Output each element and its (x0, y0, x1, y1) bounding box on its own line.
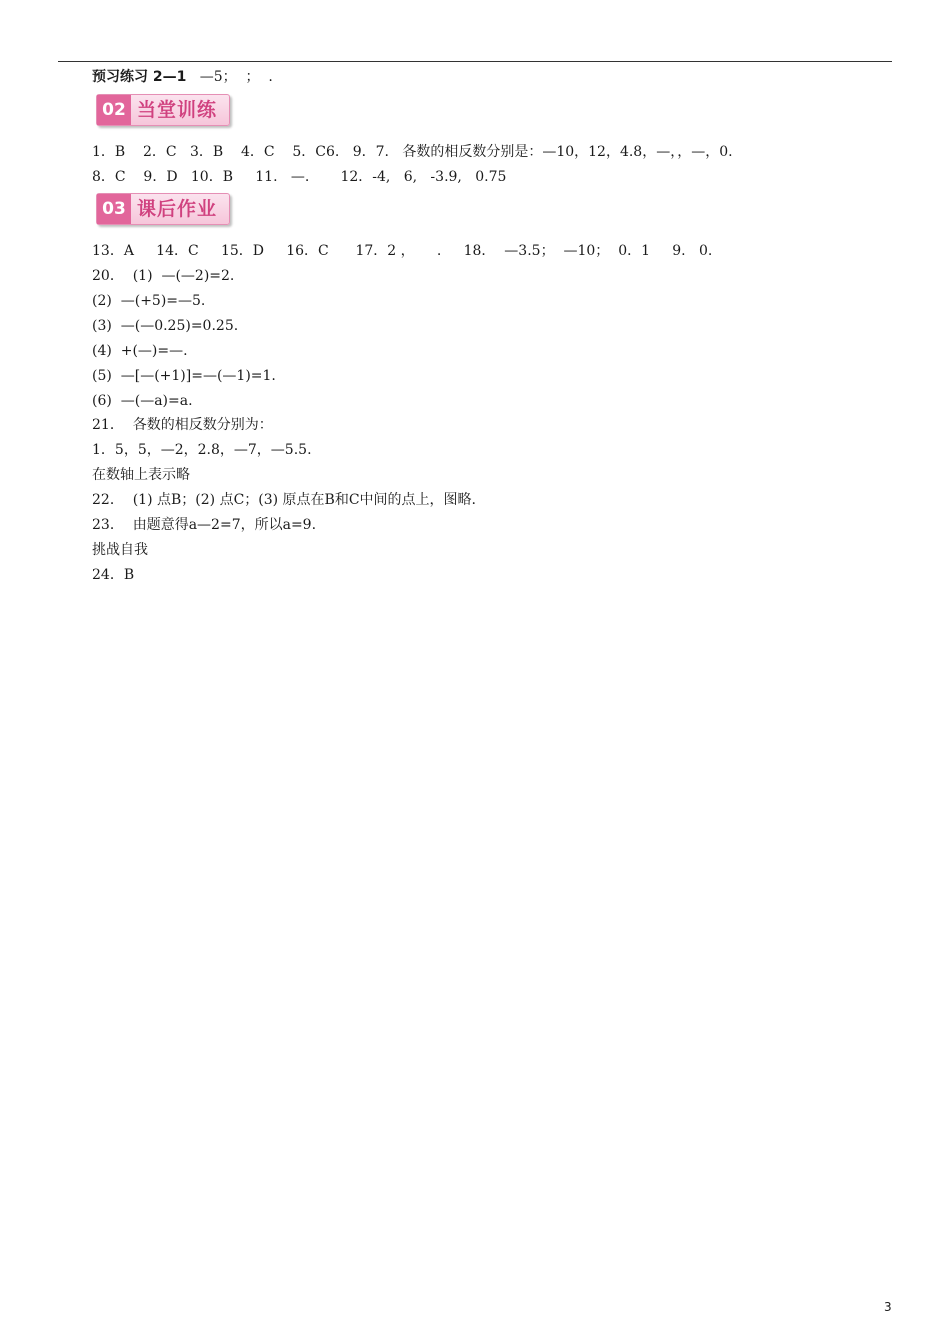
banner-title: 当堂训练 (137, 99, 218, 121)
answer-line: 13．A 14．C 15．D 16．C 17．2 ， . 18． —3.5； —10； 0．1 9. 0. (92, 243, 713, 259)
answer-line: 21． 各数的相反数分别为： (92, 417, 273, 433)
answer-line: 1．B 2．C 3．B 4．C 5．C6. 9．7. 各数的相反数分别是：—10，12，4.8，—，，—，0. (92, 144, 733, 160)
answer-line: 20． (1) —(—2)=2. (92, 268, 235, 284)
answer-line: (5) —[—(+1)]=—(—1)=1. (92, 368, 276, 384)
answer-line: (6) —(—a)=a. (92, 393, 193, 409)
answer-line: 在数轴上表示略 (92, 467, 190, 483)
answer-line: 1．5，5，—2，2.8，—7，—5.5. (92, 442, 312, 458)
answer-line: (3) —(—0.25)=0.25. (92, 318, 239, 334)
answer-line: (4) +(—)=—. (92, 343, 188, 359)
answer-line: 24．B (92, 567, 135, 583)
answer-line: 22． (1) 点B；(2) 点C；(3) 原点在B和C中间的点上，图略. (92, 492, 477, 508)
answer-line: (2) —(+5)=—5. (92, 293, 206, 309)
section-heading-challenge: 挑战自我 (92, 542, 148, 558)
preview-label: 预习练习 2—1 (92, 69, 187, 85)
answer-line: 8．C 9．D 10．B 11. —. 12．-4, 6, -3.9, 0.75 (92, 169, 507, 185)
preview-content: —5； ； . (186, 69, 273, 85)
answer-line: 23． 由题意得a—2=7，所以a=9. (92, 517, 317, 533)
preview-line (92, 68, 273, 86)
banner-title: 课后作业 (137, 198, 218, 220)
banner-number: 03 (97, 194, 131, 224)
banner-number: 02 (97, 95, 131, 125)
header-rule (58, 61, 892, 62)
section-banner-homework (96, 193, 230, 225)
section-banner-classwork (96, 94, 230, 126)
page-number: 3 (884, 1300, 892, 1314)
